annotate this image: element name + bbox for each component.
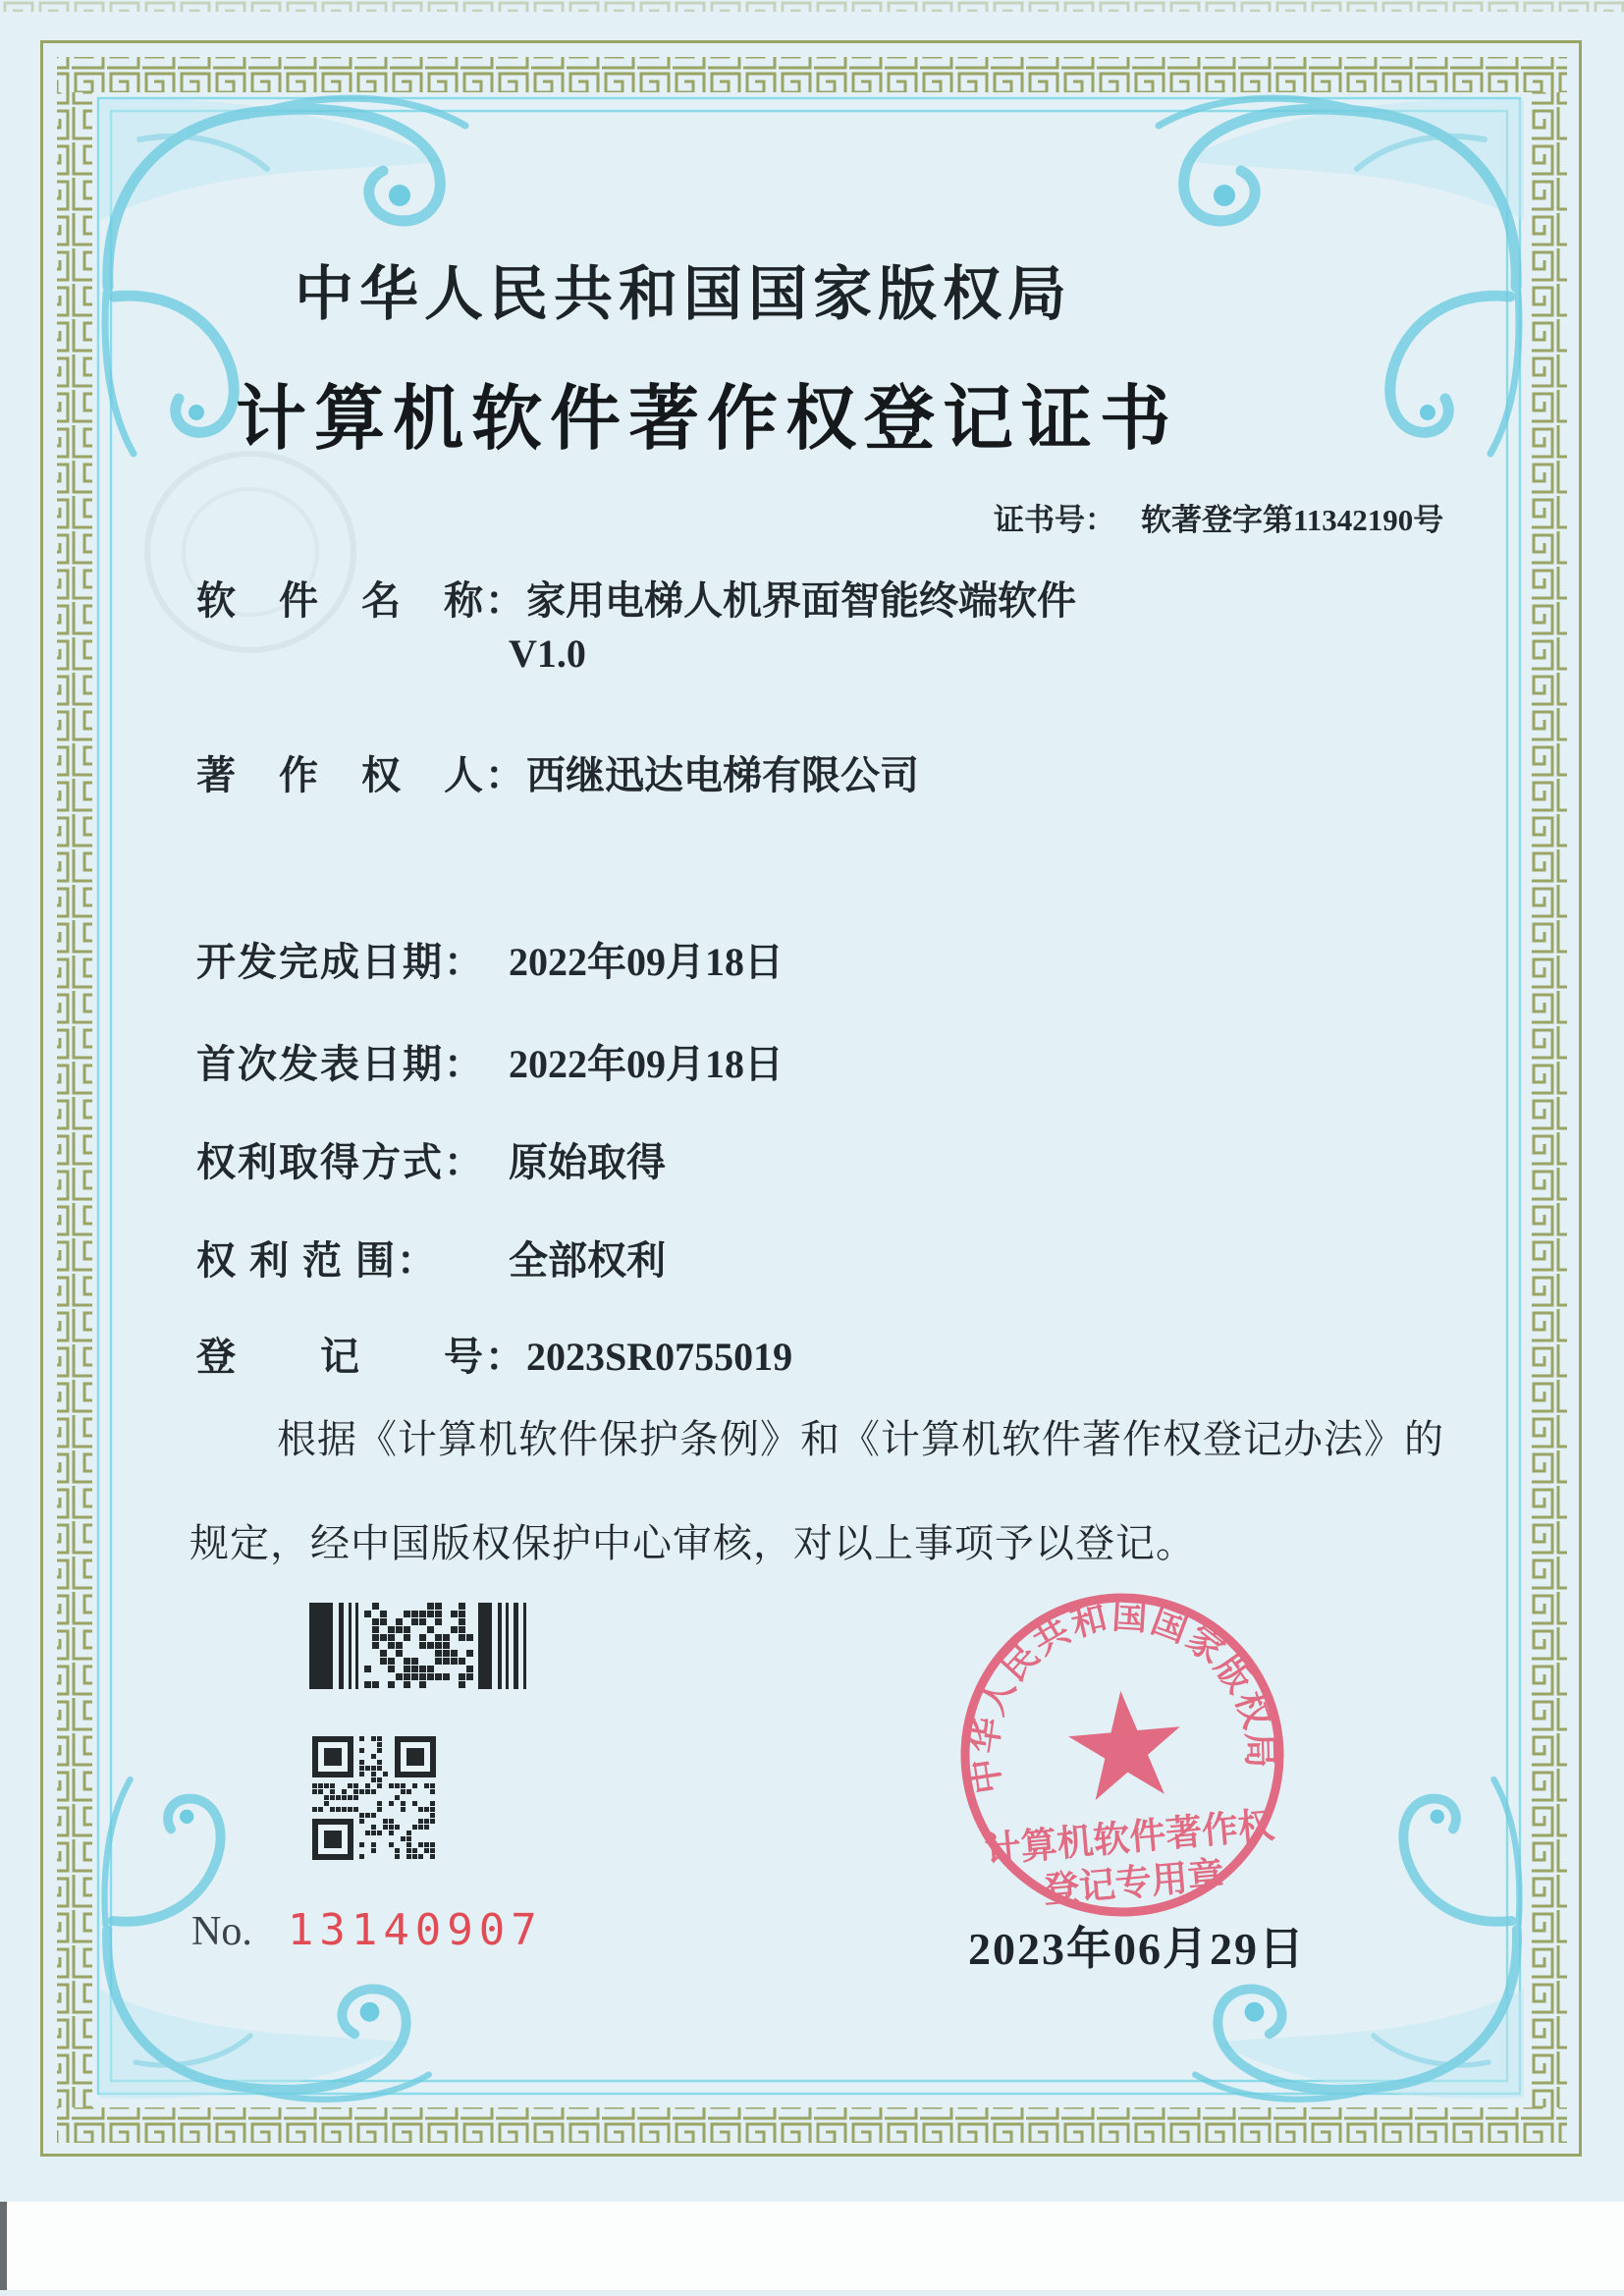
issuing-authority: 中华人民共和国国家版权局 — [295, 262, 1072, 327]
seal-inner-line1: 计算机软件著作权 — [983, 1805, 1276, 1872]
issue-date: 2023年06月29日 — [968, 1924, 1306, 1974]
field-copyright-owner: 著 作 权 人：西继迅达电梯有限公司 — [196, 753, 919, 797]
scan-dark-edge — [0, 2202, 7, 2290]
serial-number-row — [191, 1905, 543, 1955]
statement-line1: 根据《计算机软件保护条例》和《计算机软件著作权登记办法》的 — [277, 1417, 1444, 1461]
field-first-publish-date: 首次发表日期： 2022年09月18日 — [196, 1042, 784, 1086]
seal-ring-text: 中华人民共和国国家版权局 — [963, 1596, 1280, 1797]
certificate-number-label: 证书号： — [994, 503, 1115, 537]
serial-number: 13140907 — [287, 1905, 543, 1955]
field-software-version: V1.0 — [509, 631, 586, 676]
certificate-title: 计算机软件著作权登记证书 — [236, 380, 1179, 459]
scan-white-strip — [0, 2202, 1624, 2290]
seal-star-icon — [1064, 1686, 1185, 1802]
field-registration-number: 登 记 号：2023SR0755019 — [196, 1335, 793, 1379]
seal-inner-line2: 登记专用章 — [1041, 1855, 1226, 1912]
field-dev-complete-date: 开发完成日期： 2022年09月18日 — [196, 940, 784, 984]
qr-code — [312, 1736, 436, 1860]
serial-label: No. — [191, 1909, 252, 1954]
certificate-number — [994, 495, 1443, 539]
outer-border-line — [42, 42, 1581, 2156]
scan-bleed-pattern — [0, 0, 1624, 12]
field-rights-scope: 权 利 范 围： 全部权利 — [196, 1238, 666, 1283]
official-seal — [951, 1583, 1294, 1925]
flourish-top-right — [1159, 98, 1524, 454]
field-software-name: 软 件 名 称：家用电梯人机界面智能终端软件 — [196, 578, 1076, 623]
field-rights-acquisition: 权利取得方式： 原始取得 — [196, 1140, 666, 1184]
barcode-2d — [309, 1603, 535, 1689]
statement-line2: 规定，经中国版权保护中心审核，对以上事项予以登记。 — [189, 1521, 1196, 1565]
certificate-number-value: 软著登字第11342190号 — [1141, 503, 1444, 537]
